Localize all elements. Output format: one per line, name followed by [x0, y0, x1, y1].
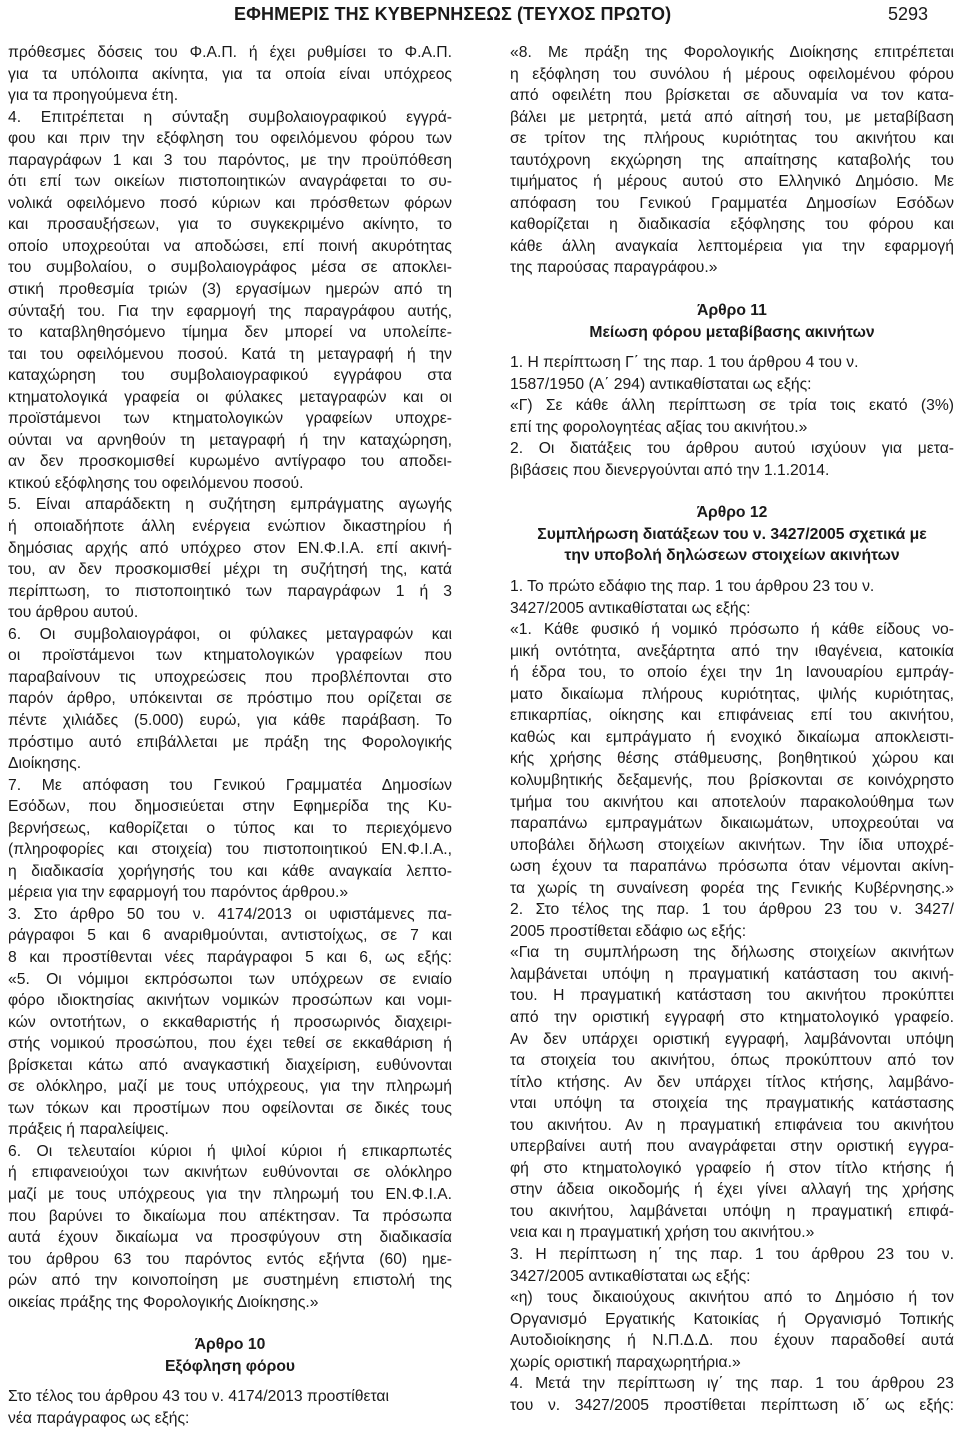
text-line: ή οποιαδήποτε άλλη ενέργεια ενώπιον δικαστηρίου ή — [8, 518, 452, 536]
text-line: «Γ) Σε κάθε άλλη περίπτωση σε τρία τοις εκατό (3%) — [510, 397, 954, 415]
text-line: κών οντοτήτων, ο εκκαθαριστής ή προσωρινός διαχειρι- — [8, 1013, 452, 1031]
text-line: ότι επί των οικείων πιστοποιητικών αναγράφεται το συ- — [8, 173, 452, 191]
text-line: βάλει με μετρητά, μετά από αίτησή του, με μεταβίβαση — [510, 108, 954, 126]
text-line: υποβάλει δήλωση στοιχείων ακινήτων. Την ίδια υποχρέ- — [510, 836, 954, 854]
text-line: παραγράφων 1 και 3 του παρόντος, με την προϋπόθεση — [8, 151, 452, 169]
text-line: νεια και η πραγματική χρήση του ακινήτου.» — [510, 1224, 815, 1242]
text-line: του, αν δεν προσκομισθεί μέχρι τη συζήτησή της, κατά — [8, 561, 452, 579]
text-line: βερνήσεως, καθορίζεται ο τύπος και το περιεχόμενο — [8, 819, 452, 837]
text-line: 3. Στο άρθρο 50 του ν. 4174/2013 οι υφιστάμενες πα- — [8, 905, 452, 923]
text-line: «1. Κάθε φυσικό ή νομικό πρόσωπο ή κάθε είδους νο- — [510, 621, 954, 639]
text-line: από την οριστική εγγραφή στο κτηματολογικό γραφείο. — [510, 1008, 954, 1026]
text-line: 6. Οι συμβολαιογράφοι, οι φύλακες μεταγραφών και — [8, 625, 452, 643]
text-line: Εσόδων, που δημοσιεύεται στην Εφημερίδα της Κυ- — [8, 798, 452, 816]
text-line: σε ολόκληρο, μαζί με τους υπόχρεους, για την πληρωμή — [8, 1078, 452, 1096]
text-line: τιμήματος ή μέρους αυτού στο Ελληνικό Δημόσιο. Με — [510, 173, 954, 191]
text-line: επικαρπίας, οίκησης και επιφάνειας επί του ακινήτου, — [510, 707, 954, 725]
text-line: τίτλο κτήσης. Αν δεν υπάρχει τίτλος κτήσης, λαμβάνο- — [510, 1073, 954, 1091]
text-line: «Για τη συμπλήρωση της δήλωσης στοιχείων ακινήτων — [510, 944, 954, 962]
text-line: καταχώρηση του συμβολαιογραφικού εγγράφου στα — [8, 367, 452, 385]
text-line: ται του οφειλόμενου ποσού. Κατά τη μεταγραφή ή την — [8, 345, 452, 363]
text-line: 4. Μετά την περίπτωση ιγ΄ της παρ. 1 του άρθρου 23 — [510, 1375, 954, 1393]
text-line: του συμβολαίου, ο συμβολαιογράφος μέσα σε αποκλει- — [8, 259, 452, 277]
text-line: (πληροφορίες και στοιχεία) του πιστοποιητικού ΕΝ.Φ.Ι.Α., — [8, 841, 452, 859]
text-line: «η) τους δικαιούχους ακινήτου από το Δημόσιο ή τον — [510, 1289, 954, 1307]
text-line: «8. Με πράξη της Φορολογικής Διοίκησης επιτρέπεται — [510, 44, 954, 61]
text-line: χωρίς οριστική παραχωρητήρια.» — [510, 1353, 741, 1371]
text-line: 3. Η περίπτωση η΄ της παρ. 1 του άρθρου 23 του ν. — [510, 1245, 954, 1263]
text-line: ούνται να αρνηθούν τη μεταγραφή ή την καταχώρηση, — [8, 431, 452, 449]
text-line: του ν. 3427/2005 προστίθεται περίπτωση ιδ΄ ως εξής: — [510, 1396, 954, 1414]
text-line: σύνταξή του. Για την εφαρμογή της παραγράφου αυτής, — [8, 302, 452, 320]
text-line: Διοίκησης. — [8, 755, 82, 773]
text-line: απόφαση του Γενικού Γραμματέα Δημοσίων Εσόδων — [510, 194, 954, 212]
text-line: περίπτωση, το πιστοποιητικό των παραγράφων 1 ή 3 — [8, 582, 452, 600]
text-line: η διαδικασία χορήγησής του και κάθε αναγκαία λεπτο- — [8, 862, 452, 880]
text-line: της παρούσας παραγράφου.» — [510, 259, 718, 277]
text-line: Αυτοδιοίκησης ή Ν.Π.Δ.Δ. που έχουν παραδοθεί αυτά — [510, 1332, 954, 1350]
text-line: μέρεια για την εφαρμογή του παρόντος άρθρου.» — [8, 884, 349, 902]
text-line: 3427/2005 αντικαθίσταται ως εξής: — [510, 599, 751, 617]
text-line: φόρο ιδιοκτησίας ακινήτων νομικών προσώπων και νομι- — [8, 992, 452, 1010]
text-line: επί της φορολογητέας αξίας του ακινήτου.» — [510, 418, 808, 436]
text-line: πρόστιμο αυτό επιβάλλεται με πράξη της Φορολογικής — [8, 733, 452, 751]
text-line: 8 και προστίθενται νέες παράγραφοι 5 και 6, ως εξής: — [8, 948, 452, 966]
text-line: οικείας πράξης της Φορολογικής Διοίκησης.» — [8, 1293, 319, 1311]
text-line: 1. Η περίπτωση Γ΄ της παρ. 1 του άρθρου 4 του ν. — [510, 354, 859, 372]
text-line: καθορίζεται η διαδικασία εξόφλησης του φόρου και — [510, 216, 954, 234]
text-line: στην άδεια οικοδομής ή έχει γίνει αλλαγή της χρήσης — [510, 1181, 954, 1199]
text-line: «5. Οι νόμιμοι εκπρόσωποι των υπόχρεων σε ενιαίο — [8, 970, 452, 988]
article-heading: Εξόφληση φόρου — [164, 1357, 296, 1375]
text-line: για τα προηγούμενα έτη. — [8, 87, 179, 105]
text-line: 2. Οι διατάξεις του άρθρου αυτού ισχύουν για μετα- — [510, 440, 954, 458]
text-line: του ακινήτου, λαμβάνεται υπόψη η πραγματική επιφά- — [510, 1202, 954, 1220]
text-line: αν δεν προσκομισθεί κυρωμένο αντίγραφο του αποδει- — [8, 453, 452, 471]
gazette-title: ΕΦΗΜΕΡΙΣ ΤΗΣ ΚΥΒΕΡΝΗΣΕΩΣ (ΤΕΥΧΟΣ ΠΡΩΤΟ) — [234, 4, 672, 24]
text-line: Αν δεν υπάρχει οριστική εγγραφή, λαμβάνονται υπόψη — [510, 1030, 954, 1048]
text-line: φου και πριν την εξόφληση του οφειλόμενου φόρου των — [8, 130, 452, 148]
text-line: τα στοιχεία του ακινήτου, όπως προκύπτουν από τον — [510, 1052, 954, 1070]
text-line: νολικά οφειλόμενο ποσό κύριων και πρόσθετων φόρων — [8, 194, 452, 212]
text-line: αυτά έχουν δικαίωμα να προσφύγουν στη διαδικασία — [8, 1229, 452, 1247]
text-line: οι προϊστάμενοι των κτηματολογικών γραφείων που — [8, 647, 452, 665]
left-column — [8, 42, 452, 1429]
text-line: νέα παράγραφος ως εξής: — [8, 1409, 190, 1427]
text-line: βρίσκεται κάτω από αναγκαστική διαχείριση, ευθύνονται — [8, 1056, 452, 1074]
text-line: μαζί με τους υπόχρεους για την πληρωμή του ΕΝ.Φ.Ι.Α. — [8, 1185, 452, 1203]
text-line: φή στο κτηματολογικό γραφείο ή στον τίτλο κτήσης ή — [510, 1159, 954, 1177]
text-line: ωση έχουν τα παραπάνω πρόσωπα όταν νέμονται ακίνη- — [510, 858, 954, 876]
text-line: στής νομικού προσώπου, που έχει τεθεί σε εκκαθάριση ή — [8, 1035, 452, 1053]
text-line: το καταβληθησόμενο τίμημα δεν μπορεί να υπολείπε- — [8, 324, 452, 342]
right-column — [510, 42, 954, 1416]
text-line: κτικού εξόφλησης του οφειλόμενου ποσού. — [8, 474, 304, 492]
text-line: ρών από την κοινοποίηση με συστημένη επιστολή της — [8, 1272, 452, 1290]
article-heading: την υποβολή δηλώσεων στοιχείων ακινήτων — [564, 547, 900, 565]
text-line: τα χωρίς τη συναίνεση φορέα της Γενικής Κυβέρνησης.» — [510, 879, 954, 897]
text-line: πράξεις ή παραλείψεις. — [8, 1121, 169, 1139]
text-line: ή επιφανειούχοι των ακινήτων ευθύνονται σε ολόκληρο — [8, 1164, 452, 1182]
text-line: κής χρήσης θέσης στάθμευσης, βοηθητικού χώρου και — [510, 750, 954, 768]
text-line: παραβαίνουν τις υποχρεώσεις που προβλέπονται στο — [8, 668, 452, 686]
text-line: και προσαυξήσεων, για το συγκεκριμένο ακίνητο, το — [8, 216, 452, 234]
text-line: Οργανισμό Εργατικής Κατοικίας ή Οργανισμό Τοπικής — [510, 1310, 954, 1328]
text-line: ταυτόχρονη εκχώρηση της απαίτησης καταβολής του — [510, 151, 954, 169]
page-header — [0, 0, 960, 34]
text-line: παρόν άρθρο, υπόκεινται σε πρόστιμο που ορίζεται σε — [8, 690, 452, 708]
text-line: πέντε χιλιάδες (5.000) ευρώ, για κάθε παράβαση. Το — [8, 711, 452, 729]
text-line: 6. Οι τελευταίοι κύριοι ή ψιλοί κύριοι ή επικαρπωτές — [8, 1142, 452, 1160]
text-line: 1587/1950 (Α΄ 294) αντικαθίσταται ως εξής: — [510, 375, 812, 393]
text-line: του άρθρου αυτού. — [8, 604, 139, 622]
text-line: υπερβαίνει αυτή που αναγράφεται στην οριστική εγγρα- — [510, 1138, 954, 1156]
text-line: πρόθεσμες δόσεις του Φ.Α.Π. ή έχει ρυθμίσει το Φ.Α.Π. — [8, 44, 452, 61]
text-line: των τόκων και προστίμων που οφείλονται σε δικές τους — [8, 1099, 452, 1117]
text-line: παραπάνω εμπραγμάτων δικαιωμάτων, υποχρεούται να — [510, 815, 954, 833]
text-line: του ακινήτου. Αν η πραγματική επιφάνεια του ακινήτου — [510, 1116, 954, 1134]
text-line: βιβάσεις που διενεργούνται από την 1.1.2014. — [510, 461, 830, 479]
text-line: 7. Με απόφαση του Γενικού Γραμματέα Δημοσίων — [8, 776, 452, 794]
text-line: 1. Το πρώτο εδάφιο της παρ. 1 του άρθρου 23 του ν. — [510, 578, 875, 596]
text-line: ή έδρα του, το οποίο έχει την 1η Ιανουαρίου εμπράγ- — [510, 664, 954, 682]
text-line: από οφειλέτη που βρίσκεται σε αδυναμία να τον κατα- — [510, 87, 954, 105]
text-line: δημόσιας αρχής από υπόχρεο στον ΕΝ.Φ.Ι.Α. επί ακινή- — [8, 539, 452, 557]
text-line: νται υπόψη τα στοιχεία της πραγματικής κατάστασης — [510, 1095, 954, 1113]
text-line: κολυμβητικής δεξαμενής, που βρίσκονται σε κοινόχρηστο — [510, 771, 954, 789]
text-line: οποίο υποχρεούται να αποδώσει, επί ποινή ακυρότητας — [8, 237, 452, 255]
text-line: σε τρίτον της πλήρους κυριότητας του ακινήτου και — [510, 130, 954, 148]
article-heading: Άρθρο 10 — [194, 1336, 266, 1354]
page-number: 5293 — [888, 4, 929, 24]
text-line: 2. Στο τέλος της παρ. 1 του άρθρου 23 του ν. 3427/ — [510, 901, 954, 919]
text-line: καθώς και εμπράγματο ή ενοχικό δικαίωμα αποκλειστι- — [510, 728, 954, 746]
text-line: που βαρύνει το δικαίωμα που απέκτησαν. Τα πρόσωπα — [8, 1207, 452, 1225]
text-line: του. Η πραγματική κατάσταση του ακινήτου προκύπτει — [510, 987, 954, 1005]
article-heading: Μείωση φόρου μεταβίβασης ακινήτων — [589, 323, 875, 341]
text-line: 2005 προστίθεται εδάφιο ως εξής: — [510, 922, 747, 940]
text-line: για τα υπόλοιπα ακίνητα, για τα οποία είναι υπόχρεος — [8, 65, 452, 83]
text-line: η εξόφληση του συνόλου ή μέρους οφειλομένου φόρου — [510, 65, 954, 83]
text-line: προϊστάμενοι των κτηματολογικών γραφείων υποχρε- — [8, 410, 452, 428]
article-heading: Άρθρο 12 — [696, 504, 768, 522]
text-line: 4. Επιτρέπεται η σύνταξη συμβολαιογραφικού εγγρά- — [8, 108, 452, 126]
text-line: ράγραφοι 5 και 6 αναριθμούνται, αντιστοίχως, σε 7 και — [8, 927, 452, 945]
article-heading: Άρθρο 11 — [697, 302, 767, 320]
text-line: Στο τέλος του άρθρου 43 του ν. 4174/2013 προστίθεται — [8, 1388, 389, 1406]
text-line: λαμβάνεται υπόψη η πραγματική κατάσταση του ακινή- — [510, 965, 954, 983]
text-line: στική προθεσμία τριών (3) εργασίμων ημερών από τη — [8, 281, 452, 299]
text-line: μική οντότητα, ανεξάρτητα από την ιθαγένεια, κατοικία — [510, 642, 954, 660]
text-line: 3427/2005 αντικαθίσταται ως εξής: — [510, 1267, 751, 1285]
text-line: τμήμα του ακινήτου και αποτελούν παρακολούθημα των — [510, 793, 954, 811]
article-heading: Συμπλήρωση διατάξεων του ν. 3427/2005 σχετικά με — [537, 525, 927, 543]
text-line: του άρθρου 63 του παρόντος εντός εξήντα (60) ημε- — [8, 1250, 452, 1268]
text-line: κτηματολογικά γραφεία οι φύλακες μεταγραφών και οι — [8, 388, 452, 406]
text-line: ματο δικαίωμα πλήρους κυριότητας, ψιλής κυριότητας, — [510, 685, 954, 703]
text-line: κάθε άλλη αναγκαία λεπτομέρεια για την εφαρμογή — [510, 237, 954, 255]
text-line: 5. Είναι απαράδεκτη η συζήτηση εμπράγματης αγωγής — [8, 496, 452, 514]
